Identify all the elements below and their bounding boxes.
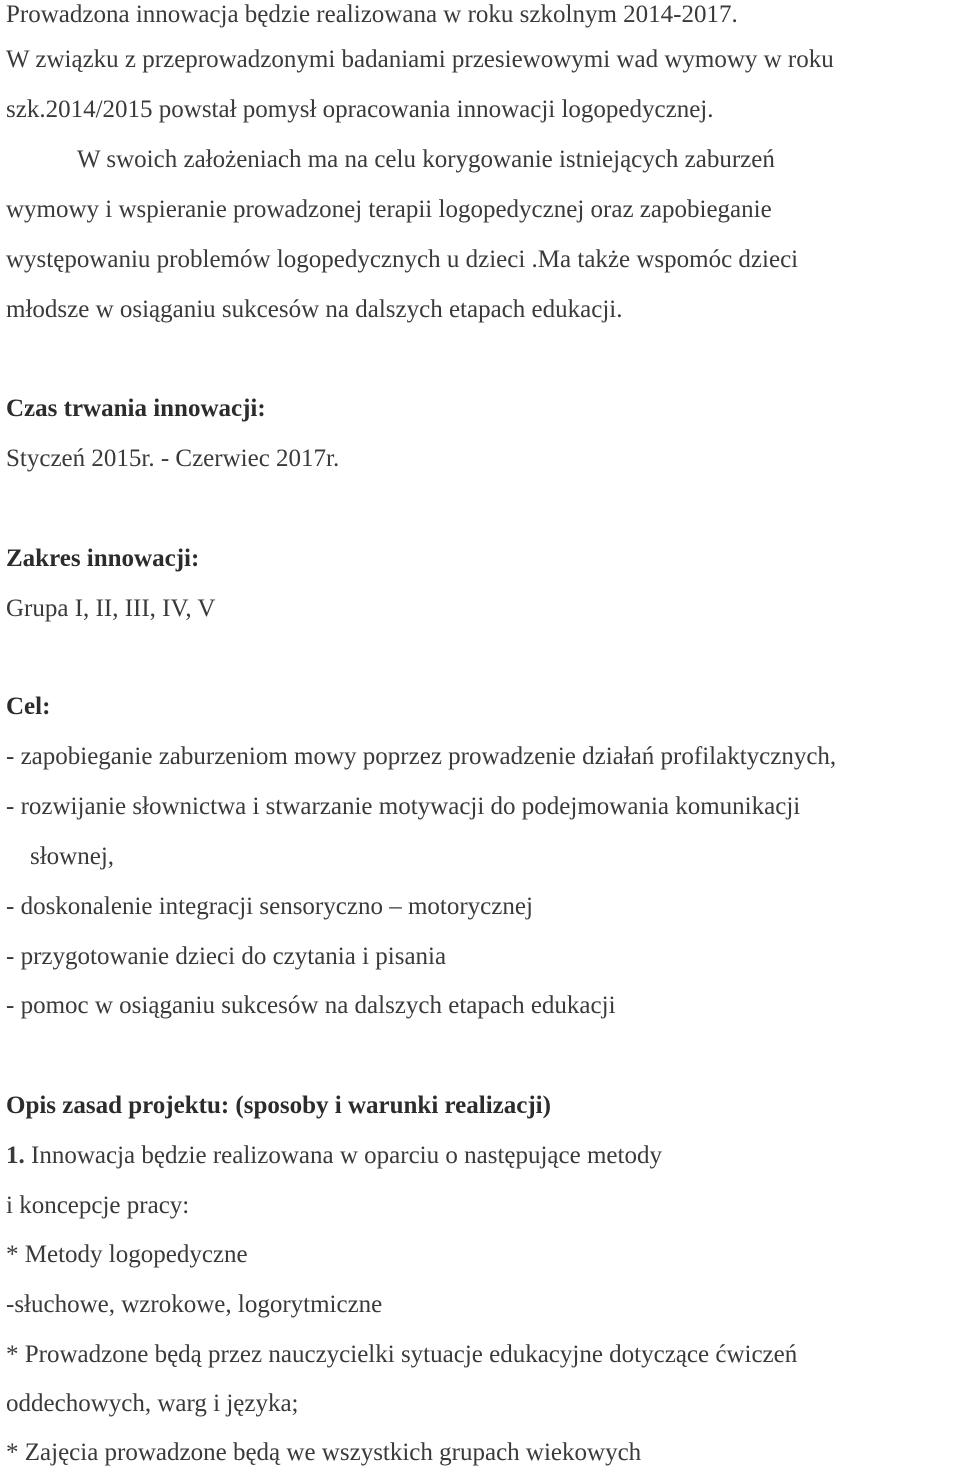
intro-line-2: W związku z przeprowadzonymi badaniami przesiewowymi wad wymowy w roku (6, 46, 834, 73)
rules-point-1 (6, 1141, 662, 1171)
scope-value: Grupa I, II, III, IV, V (6, 595, 216, 622)
goals-line-2: wymowy i wspieranie prowadzonej terapii logopedycznej oraz zapobieganie (6, 196, 772, 223)
intro-line-3: szk.2014/2015 powstał pomysł opracowania innowacji logopedycznej. (6, 96, 714, 123)
aim-item-2: - rozwijanie słownictwa i stwarzanie motywacji do podejmowania komunikacji (6, 793, 801, 820)
rules-line-6: * Zajęcia prowadzone będą we wszystkich grupach wiekowych (6, 1439, 642, 1466)
rules-point-number: 1. (6, 1142, 25, 1169)
intro-line-1: Prowadzona innowacja będzie realizowana w roku szkolnym 2014-2017. (6, 1, 738, 28)
aim-item-4: - przygotowanie dzieci do czytania i pisania (6, 943, 447, 970)
aim-item-3: - doskonalenie integracji sensoryczno – motorycznej (6, 893, 533, 920)
scope-heading: Zakres innowacji: (6, 545, 200, 572)
rules-line-2: * Metody logopedyczne (6, 1241, 248, 1268)
rules-point-text: Innowacja będzie realizowana w oparciu o następujące metody (24, 1142, 662, 1169)
goals-line-4: młodsze w osiąganiu sukcesów na dalszych etapach edukacji. (6, 296, 623, 323)
aim-item-1: - zapobieganie zaburzeniom mowy poprzez prowadzenie działań profilaktycznych, (6, 743, 837, 770)
rules-line-4: * Prowadzone będą przez nauczycielki sytuacje edukacyjne dotyczące ćwiczeń (6, 1341, 798, 1368)
rules-heading: Opis zasad projektu: (sposoby i warunki realizacji) (6, 1092, 551, 1119)
goals-line-3: występowaniu problemów logopedycznych u dzieci .Ma także wspomóc dzieci (6, 246, 799, 273)
goals-line-1: W swoich założeniach ma na celu korygowanie istniejących zaburzeń (77, 146, 775, 173)
rules-line-5: oddechowych, warg i języka; (6, 1390, 299, 1417)
rules-line-3: -słuchowe, wzrokowe, logorytmiczne (6, 1291, 383, 1318)
aim-heading: Cel: (6, 693, 51, 720)
aim-item-2-continuation: słownej, (30, 843, 115, 870)
duration-value: Styczeń 2015r. - Czerwiec 2017r. (6, 445, 340, 472)
duration-heading: Czas trwania innowacji: (6, 395, 266, 422)
rules-line-1: i koncepcje pracy: (6, 1192, 190, 1219)
aim-item-5: - pomoc w osiąganiu sukcesów na dalszych etapach edukacji (6, 992, 616, 1019)
